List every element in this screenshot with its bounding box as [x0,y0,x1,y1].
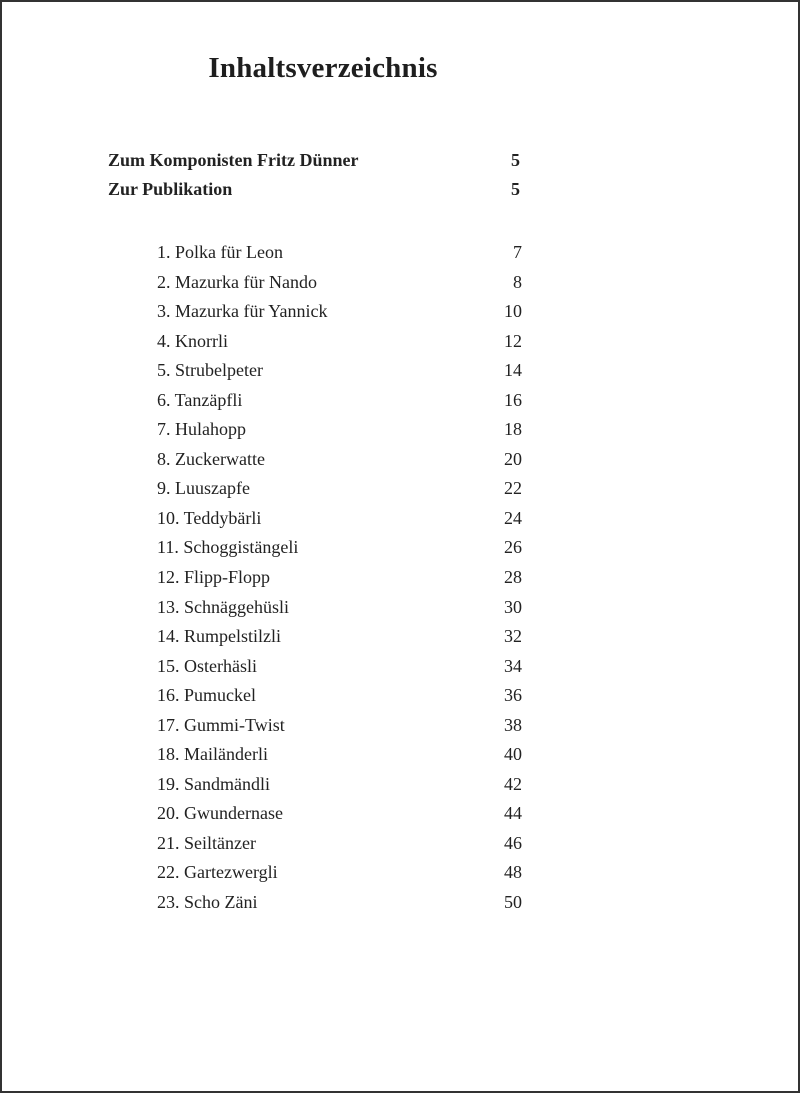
toc-entry-label: 8. Zuckerwatte [157,448,265,469]
toc-entry-label: 7. Hulahopp [157,419,246,440]
toc-entry-label: 16. Pumuckel [157,685,256,706]
toc-entry-label: 10. Teddybärli [157,507,262,528]
toc-entry-page: 42 [504,773,522,794]
toc-entry[interactable] [157,356,522,386]
page-title: Inhaltsverzeichnis [208,52,438,84]
toc-entry-label: 19. Sandmändli [157,773,270,794]
toc-entry-page: 46 [504,832,522,853]
toc-entry[interactable] [157,238,522,268]
toc-entry-label: 2. Mazurka für Nando [157,271,317,292]
toc-entry-page: 32 [504,626,522,647]
toc-entry-page: 16 [504,389,522,410]
toc-entry-label: 18. Mailänderli [157,744,268,765]
toc-entry[interactable] [157,563,522,593]
toc-entry-page: 48 [504,862,522,883]
toc-entry[interactable] [157,533,522,563]
toc-entry-label: 23. Scho Zäni [157,892,258,913]
toc-entry[interactable] [157,474,522,504]
toc-entry[interactable] [157,711,522,741]
toc-entry[interactable] [157,652,522,682]
toc-entry-page: 30 [504,596,522,617]
toc-entry[interactable] [157,415,522,445]
toc-entry[interactable] [157,268,522,298]
toc-entry-page: 44 [504,803,522,824]
toc-entry[interactable] [157,858,522,888]
toc-entry-label: 15. Osterhäsli [157,655,257,676]
toc-entry[interactable] [157,445,522,475]
toc-entry[interactable] [157,681,522,711]
toc-section-row[interactable] [108,179,520,209]
toc-entry-label: 20. Gwundernase [157,803,283,824]
toc-entry-label: 5. Strubelpeter [157,360,263,381]
toc-entry-label: 1. Polka für Leon [157,242,283,262]
toc-entry-page: 18 [504,419,522,440]
toc-entry-page: 34 [504,655,522,676]
toc-entry-page: 20 [504,448,522,469]
toc-section-page: 5 [511,150,520,170]
toc-entry-label: 9. Luuszapfe [157,478,250,499]
toc-entry[interactable] [157,770,522,800]
toc-entry[interactable] [157,622,522,652]
toc-entry-page: 38 [504,714,522,735]
toc-entry[interactable] [157,829,522,859]
toc-entry-page: 10 [504,301,522,322]
toc-entry-list [157,238,522,918]
toc-section-label: Zur Publikation [108,179,233,199]
toc-entry-page: 24 [504,507,522,528]
toc-entry-label: 11. Schoggistängeli [157,537,299,558]
toc-entry-label: 6. Tanzäpfli [157,389,243,410]
toc-entry-page: 14 [504,360,522,381]
toc-entry[interactable] [157,740,522,770]
toc-entry-label: 4. Knorrli [157,330,228,351]
toc-entry-label: 12. Flipp-Flopp [157,567,271,588]
toc-section-row[interactable] [108,150,520,180]
toc-entry-label: 21. Seiltänzer [157,832,256,853]
toc-entry-label: 13. Schnäggehüsli [157,596,289,617]
toc-entry[interactable] [157,504,522,534]
toc-section-label: Zum Komponisten Fritz Dünner [108,150,359,170]
toc-entry[interactable] [157,593,522,623]
toc-entry-page: 28 [504,567,522,588]
toc-entry[interactable] [157,386,522,416]
toc-entry-page: 12 [504,330,522,351]
toc-entry[interactable] [157,297,522,327]
toc-entry-page: 8 [513,271,522,292]
toc-entry-label: 17. Gummi-Twist [157,714,285,735]
toc-entry-label: 3. Mazurka für Yannick [157,301,328,322]
toc-section-page: 5 [511,179,520,199]
toc-entry-label: 22. Gartezwergli [157,862,278,883]
toc-entry-page: 26 [504,537,522,558]
toc-entry-page: 50 [504,892,522,913]
toc-entry[interactable] [157,799,522,829]
toc-entry-page: 36 [504,685,522,706]
toc-entry[interactable] [157,888,522,918]
toc-entry-page: 22 [504,478,522,499]
toc-entry-page: 7 [513,242,522,262]
toc-entry-label: 14. Rumpelstilzli [157,626,281,647]
toc-entry-page: 40 [504,744,522,765]
toc-entry[interactable] [157,327,522,357]
